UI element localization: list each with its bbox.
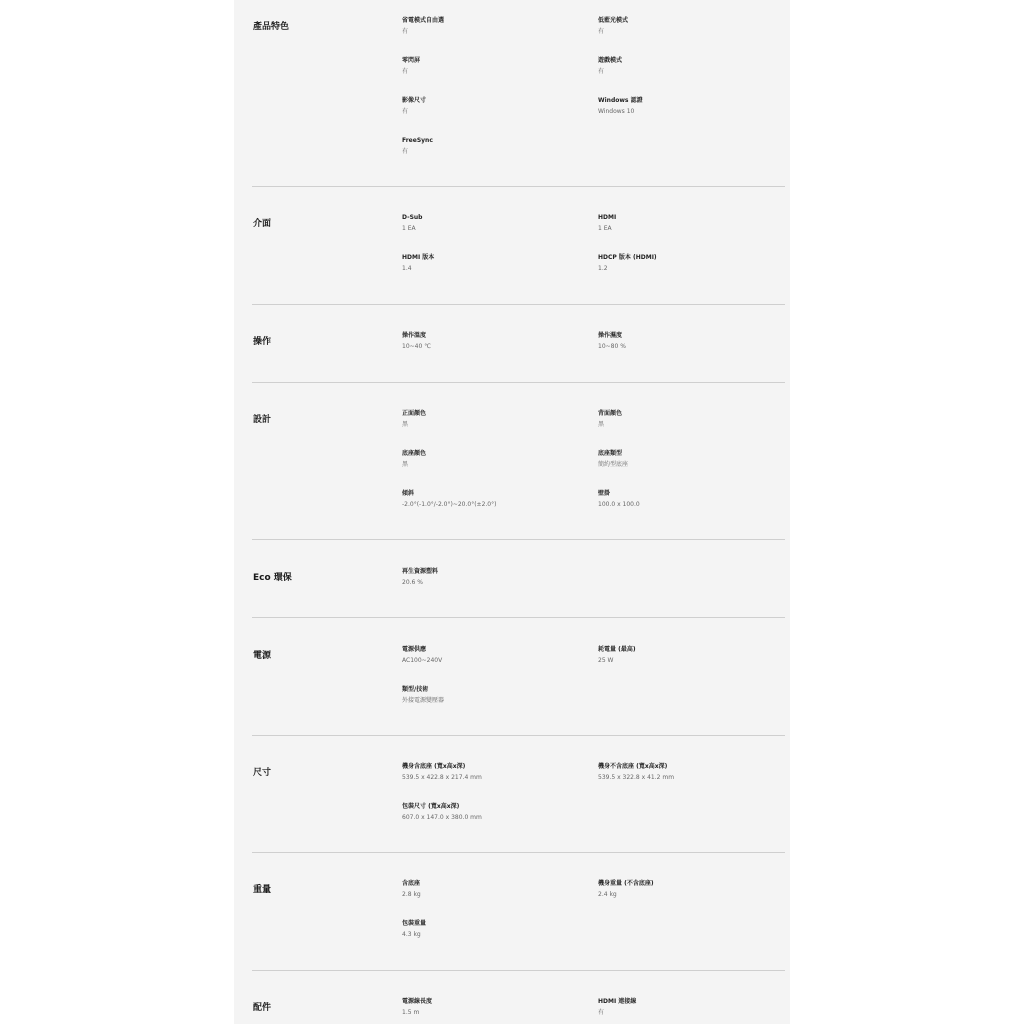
section-title: 重量 — [253, 885, 272, 895]
spec-value: -2.0°(-1.0°/-2.0°)~20.0°(±2.0°) — [402, 501, 497, 508]
spec-label: 低藍光模式 — [598, 17, 629, 24]
spec-item — [598, 763, 788, 781]
spec-value: 539.5 x 422.8 x 217.4 mm — [402, 774, 482, 781]
spec-item — [402, 646, 592, 664]
spec-value: 黑 — [402, 461, 409, 468]
section-title: 操作 — [253, 337, 272, 347]
spec-label: 零閃屏 — [402, 57, 421, 64]
spec-value: 簡約型底座 — [598, 461, 629, 468]
spec-value: 20.6 % — [402, 579, 423, 586]
section-divider — [252, 186, 785, 187]
spec-item — [402, 686, 592, 704]
spec-value: 539.5 x 322.8 x 41.2 mm — [598, 774, 675, 781]
spec-value: 100.0 x 100.0 — [598, 501, 640, 508]
spec-label: 遊戲模式 — [598, 57, 623, 64]
spec-item — [402, 97, 592, 115]
section-divider — [252, 382, 785, 383]
spec-item — [598, 57, 788, 75]
spec-label: 省電模式自由選 — [402, 17, 445, 24]
spec-item — [598, 410, 788, 428]
spec-label: 機身含底座 (寬x高x深) — [402, 763, 466, 770]
spec-label: 操作溫度 — [402, 332, 427, 339]
spec-value: 1.2 — [598, 265, 608, 272]
section-divider — [252, 970, 785, 971]
spec-item — [402, 763, 592, 781]
spec-item — [402, 332, 592, 350]
spec-label: 操作濕度 — [598, 332, 623, 339]
spec-value: 1.5 m — [402, 1009, 420, 1016]
spec-value: 1.4 — [402, 265, 412, 272]
spec-item — [598, 332, 788, 350]
spec-label: HDMI — [598, 214, 617, 221]
spec-value: 25 W — [598, 657, 614, 664]
spec-label: 類型/技術 — [402, 686, 429, 693]
spec-item — [598, 450, 788, 468]
section-title: 尺寸 — [253, 768, 272, 778]
spec-value: 黑 — [402, 421, 409, 428]
spec-item — [402, 450, 592, 468]
spec-label: 背面顏色 — [598, 410, 623, 417]
spec-label: 包裝尺寸 (寬x高x深) — [402, 803, 460, 810]
spec-value: 有 — [402, 108, 409, 115]
section-divider — [252, 304, 785, 305]
spec-item — [402, 880, 592, 898]
section-title: 產品特色 — [253, 22, 290, 32]
section-divider — [252, 852, 785, 853]
spec-label: 壁掛 — [598, 490, 611, 497]
section-title: 電源 — [253, 651, 272, 661]
spec-value: 4.3 kg — [402, 931, 421, 938]
spec-item — [598, 17, 788, 35]
spec-value: 10~40 ℃ — [402, 343, 431, 350]
spec-label: 底座類型 — [598, 450, 623, 457]
spec-value: 607.0 x 147.0 x 380.0 mm — [402, 814, 482, 821]
spec-label: HDMI 連接線 — [598, 998, 637, 1005]
spec-value: 1 EA — [598, 225, 612, 232]
spec-panel — [234, 0, 790, 1024]
spec-label: D-Sub — [402, 214, 423, 221]
spec-item — [402, 17, 592, 35]
spec-item — [402, 803, 592, 821]
spec-item — [598, 646, 788, 664]
spec-item — [402, 57, 592, 75]
spec-value: 有 — [598, 68, 605, 75]
section-title: 配件 — [253, 1003, 272, 1013]
spec-item — [402, 998, 592, 1016]
spec-item — [598, 490, 788, 508]
spec-label: 機身不含底座 (寬x高x深) — [598, 763, 668, 770]
spec-label: 機身重量 (不含底座) — [598, 880, 654, 887]
spec-value: 有 — [598, 1009, 605, 1016]
spec-label: FreeSync — [402, 137, 433, 144]
spec-value: 有 — [598, 28, 605, 35]
section-title: 設計 — [253, 415, 272, 425]
spec-item — [402, 920, 592, 938]
spec-label: 電源供應 — [402, 646, 427, 653]
spec-item — [598, 214, 788, 232]
spec-item — [598, 254, 788, 272]
spec-label: HDCP 版本 (HDMI) — [598, 254, 657, 261]
spec-value: 2.8 kg — [402, 891, 421, 898]
spec-item — [402, 214, 592, 232]
spec-label: HDMI 版本 — [402, 254, 435, 261]
spec-item — [402, 490, 592, 508]
spec-item — [402, 137, 592, 155]
section-divider — [252, 539, 785, 540]
spec-value: 10~80 % — [598, 343, 626, 350]
spec-label: 耗電量 (最高) — [598, 646, 636, 653]
section-title: Eco 環保 — [253, 573, 292, 583]
spec-value: 1 EA — [402, 225, 416, 232]
spec-value: AC100~240V — [402, 657, 443, 664]
spec-item — [402, 254, 592, 272]
spec-label: 影像尺寸 — [402, 97, 427, 104]
spec-label: 底座顏色 — [402, 450, 427, 457]
spec-item — [598, 998, 788, 1016]
spec-item — [598, 880, 788, 898]
spec-item — [402, 568, 592, 586]
spec-value: 有 — [402, 68, 409, 75]
spec-item — [598, 97, 788, 115]
spec-label: 正面顏色 — [402, 410, 427, 417]
spec-value: 2.4 kg — [598, 891, 617, 898]
section-divider — [252, 735, 785, 736]
section-title: 介面 — [253, 219, 272, 229]
spec-label: 電源線長度 — [402, 998, 433, 1005]
spec-value: 外接電源變壓器 — [402, 697, 445, 704]
spec-label: 再生資源塑料 — [402, 568, 439, 575]
spec-value: Windows 10 — [598, 108, 635, 115]
spec-value: 黑 — [598, 421, 605, 428]
section-divider — [252, 617, 785, 618]
spec-label: 含底座 — [402, 880, 421, 887]
spec-label: Windows 認證 — [598, 97, 643, 104]
spec-label: 包裝重量 — [402, 920, 427, 927]
spec-value: 有 — [402, 148, 409, 155]
spec-value: 有 — [402, 28, 409, 35]
spec-label: 傾斜 — [402, 490, 415, 497]
spec-item — [402, 410, 592, 428]
